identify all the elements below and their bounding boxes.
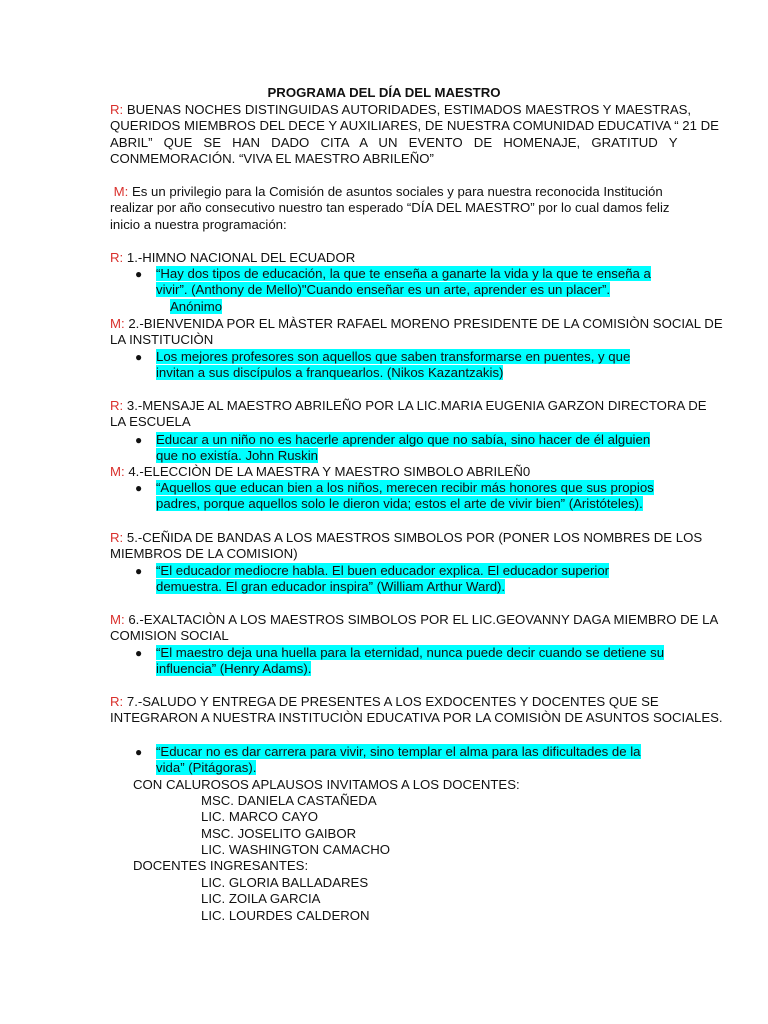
- speaker-label: M:: [113, 184, 129, 199]
- item-heading: 1.-HIMNO NACIONAL DEL ECUADOR: [126, 250, 356, 265]
- quote-line: “El maestro deja una huella para la eternidad, nunca puede decir cuando se detiene su: [156, 645, 665, 660]
- list-item: MSC. JOSELITO GAIBOR: [201, 825, 357, 841]
- text-line: realizar por año consecutivo nuestro tan esperado “DÍA DEL MAESTRO” por lo cual damos feliz: [110, 200, 670, 216]
- program-item-1: [110, 250, 658, 266]
- speaker-label: R:: [110, 530, 124, 545]
- text-line: inicio a nuestra programación:: [110, 216, 287, 232]
- item-heading: 4.-ELECCIÒN DE LA MAESTRA Y MAESTRO SIMBOLO ABRILEÑ0: [128, 464, 531, 479]
- text-line: BUENAS NOCHES DISTINGUIDAS AUTORIDADES, ESTIMADOS MAESTROS Y MAESTRAS,: [126, 102, 692, 117]
- bullet-icon: ●: [135, 646, 143, 660]
- program-item-7: [110, 694, 723, 727]
- speaker-label: M:: [110, 316, 125, 331]
- bullet-icon: ●: [135, 433, 143, 447]
- quote-line: “Hay dos tipos de educación, la que te enseña a ganarte la vida y la que te enseña a: [156, 266, 651, 281]
- text-line: Es un privilegio para la Comisión de asuntos sociales y para nuestra reconocida Institución: [132, 184, 663, 199]
- item-heading: 7.-SALUDO Y ENTREGA DE PRESENTES A LOS EXDOCENTES Y DOCENTES QUE SE: [126, 694, 659, 709]
- quote-2: [156, 349, 658, 382]
- speaker-label: M:: [110, 612, 125, 627]
- quote-line: Educar a un niño no es hacerle aprender algo que no sabía, sino hacer de él alguien: [156, 432, 651, 447]
- intro-r-paragraph: [110, 102, 719, 168]
- quote-line: Anónimo: [170, 298, 223, 314]
- quote-line: invitan a sus discípulos a franquearlos. (Nikos Kazantzakis): [156, 365, 504, 381]
- quote-line: padres, porque aquellos solo le dieron vida; estos el arte de vivir bien” (Aristóteles).: [156, 496, 643, 512]
- program-item-3: [110, 398, 707, 431]
- aplausos-heading: CON CALUROSOS APLAUSOS INVITAMOS A LOS DOCENTES:: [133, 777, 520, 792]
- bullet-icon: ●: [135, 564, 143, 578]
- speaker-label: R:: [110, 102, 124, 117]
- list-item: MSC. DANIELA CASTAÑEDA: [201, 793, 377, 808]
- quote-line: “Aquellos que educan bien a los niños, merecen recibir más honores que sus propios: [156, 480, 654, 495]
- aplausos-list: [201, 793, 390, 859]
- text-line: ABRIL” QUE SE HAN DADO CITA A UN EVENTO DE HOMENAJE, GRATITUD Y: [110, 134, 678, 150]
- quote-4: [156, 480, 658, 513]
- speaker-label: R:: [110, 398, 124, 413]
- quote-3: [156, 432, 658, 465]
- bullet-icon: ●: [135, 481, 143, 495]
- quote-line: “El educador mediocre habla. El buen educador explica. El educador superior: [156, 563, 610, 578]
- list-item: LIC. GLORIA BALLADARES: [201, 875, 369, 890]
- item-heading: 3.-MENSAJE AL MAESTRO ABRILEÑO POR LA LIC.MARIA EUGENIA GARZON DIRECTORA DE: [126, 398, 707, 413]
- program-item-4: [110, 464, 658, 480]
- item-heading: MIEMBROS DE LA COMISION): [110, 546, 298, 562]
- quote-line: vivir”. (Anthony de Mello)"Cuando enseñar es un arte, aprender es un placer”.: [156, 282, 611, 298]
- item-heading: 5.-CEÑIDA DE BANDAS A LOS MAESTROS SIMBOLOS POR (PONER LOS NOMBRES DE LOS: [126, 530, 703, 545]
- quote-line: influencia” (Henry Adams).: [156, 661, 312, 677]
- bullet-icon: ●: [135, 267, 143, 281]
- item-heading: INTEGRARON A NUESTRA INSTITUCIÒN EDUCATIVA POR LA COMISIÒN DE ASUNTOS SOCIALES.: [110, 710, 723, 726]
- item-heading: 6.-EXALTACIÒN A LOS MAESTROS SIMBOLOS POR EL LIC.GEOVANNY DAGA MIEMBRO DE LA: [128, 612, 719, 627]
- item-heading: 2.-BIENVENIDA POR EL MÀSTER RAFAEL MORENO PRESIDENTE DE LA COMISIÒN SOCIAL DE: [128, 316, 723, 331]
- item-heading: LA ESCUELA: [110, 414, 191, 430]
- quote-6: [156, 645, 665, 678]
- speaker-label: M:: [110, 464, 125, 479]
- page-title: PROGRAMA DEL DÍA DEL MAESTRO: [267, 85, 501, 100]
- quote-5: [156, 563, 658, 596]
- program-item-6: [110, 612, 719, 645]
- item-heading: COMISION SOCIAL: [110, 628, 229, 644]
- quote-line: demuestra. El gran educador inspira” (William Arthur Ward).: [156, 579, 506, 595]
- intro-m-paragraph: [110, 184, 670, 233]
- item-heading: LA INSTITUCIÒN: [110, 332, 214, 348]
- ingresantes-heading: DOCENTES INGRESANTES:: [133, 858, 309, 873]
- list-item: LIC. ZOILA GARCIA: [201, 891, 321, 907]
- bullet-icon: ●: [135, 745, 143, 759]
- ingresantes-list: [201, 875, 370, 924]
- list-item: LIC. MARCO CAYO: [201, 809, 318, 825]
- quote-line: vida” (Pitágoras).: [156, 760, 257, 776]
- program-item-2: [110, 316, 723, 349]
- quote-line: Los mejores profesores son aquellos que saben transformarse en puentes, y que: [156, 349, 631, 364]
- speaker-label: R:: [110, 250, 124, 265]
- list-item: LIC. LOURDES CALDERON: [201, 907, 370, 923]
- text-line: QUERIDOS MIEMBROS DEL DECE Y AUXILIARES, DE NUESTRA COMUNIDAD EDUCATIVA “ 21 DE: [110, 118, 719, 134]
- bullet-icon: ●: [135, 350, 143, 364]
- quote-7: [156, 744, 658, 777]
- quote-line: que no existía. John Ruskin: [156, 448, 319, 464]
- list-item: LIC. WASHINGTON CAMACHO: [201, 842, 391, 858]
- quote-line: “Educar no es dar carrera para vivir, sino templar el alma para las dificultades de la: [156, 744, 641, 759]
- text-line: CONMEMORACIÓN. “VIVA EL MAESTRO ABRILEÑO”: [110, 151, 434, 167]
- program-item-5: [110, 530, 703, 563]
- speaker-label: R:: [110, 694, 124, 709]
- quote-1: [156, 266, 658, 315]
